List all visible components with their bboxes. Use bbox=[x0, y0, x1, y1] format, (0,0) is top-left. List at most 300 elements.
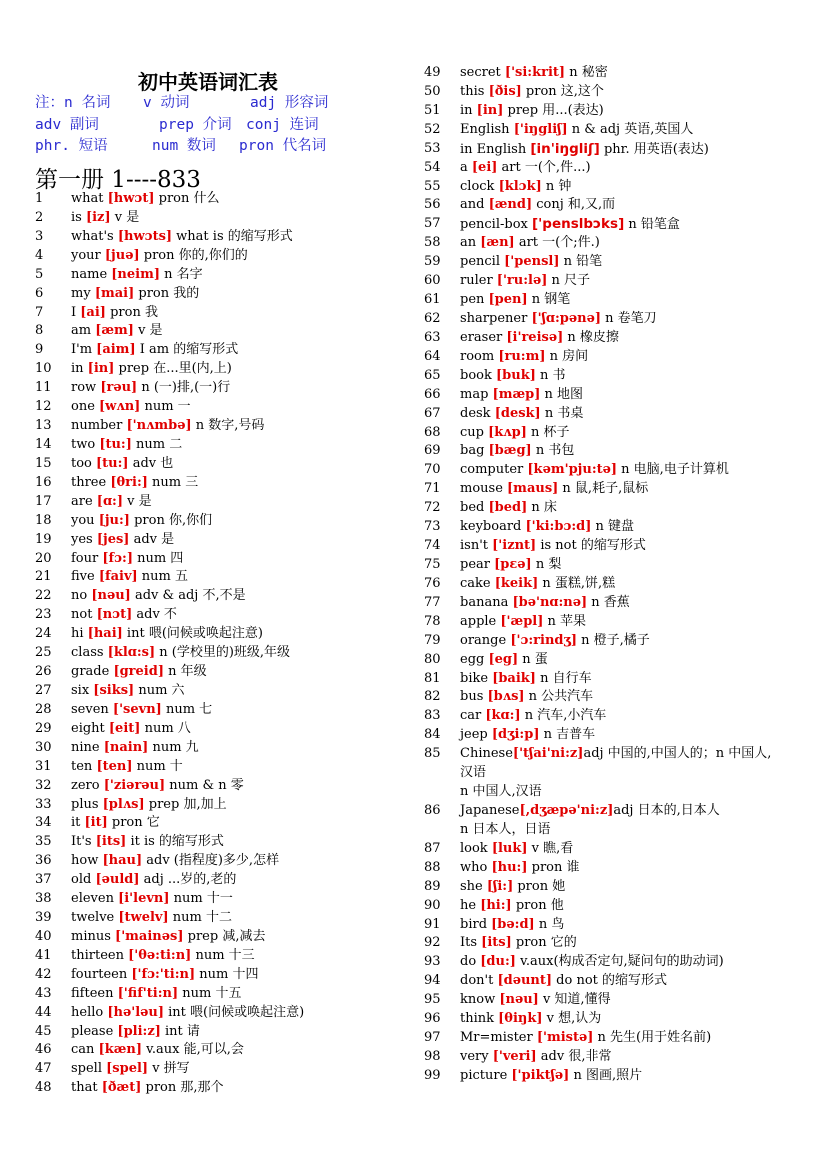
legend-item: 注：n 名词 bbox=[35, 95, 111, 111]
entry-definition: v 是 bbox=[133, 323, 163, 339]
vocab-entry bbox=[424, 499, 804, 518]
entry-text bbox=[71, 322, 163, 341]
entry-definition: n 房间 bbox=[545, 348, 589, 364]
entry-text bbox=[71, 890, 233, 909]
entry-number: 89 bbox=[424, 878, 441, 894]
entry-text bbox=[71, 266, 203, 285]
vocab-entry bbox=[424, 424, 804, 443]
entry-word: five bbox=[71, 569, 99, 585]
entry-phonetic: [ðis] bbox=[488, 83, 522, 99]
vocab-entry bbox=[35, 644, 405, 663]
vocab-entry bbox=[35, 436, 405, 455]
vocab-entry bbox=[35, 701, 405, 720]
vocab-entry bbox=[424, 1029, 804, 1048]
legend-row bbox=[35, 136, 355, 158]
entry-definition: n 铅笔盒 bbox=[624, 217, 680, 233]
entry-definition: it is 的缩写形式 bbox=[126, 834, 224, 850]
entry-definition: n 钟 bbox=[541, 178, 572, 194]
vocab-entry bbox=[35, 682, 405, 701]
legend-item: v 动词 bbox=[143, 95, 190, 111]
entry-phonetic: [jes] bbox=[96, 531, 130, 547]
entry-word: your bbox=[71, 247, 105, 263]
entry-word: know bbox=[460, 992, 500, 1008]
entry-definition: v 瞧,看 bbox=[527, 840, 574, 856]
vocab-entry bbox=[424, 272, 804, 291]
entry-phonetic: [neim] bbox=[111, 266, 160, 282]
entry-word: an bbox=[460, 235, 481, 251]
entry-phonetic: [bə:d] bbox=[491, 916, 535, 932]
entry-number: 38 bbox=[35, 891, 52, 907]
entry-definition: n 书桌 bbox=[540, 405, 584, 421]
entry-text bbox=[71, 928, 265, 947]
entry-number: 98 bbox=[424, 1049, 441, 1065]
vocab-entry bbox=[35, 190, 405, 209]
entry-definition: v 是 bbox=[123, 493, 152, 509]
entry-phonetic: [baik] bbox=[492, 670, 536, 686]
entry-text bbox=[71, 531, 174, 550]
entry-number: 33 bbox=[35, 796, 52, 812]
entry-phonetic: [hwɔts] bbox=[117, 228, 173, 244]
entry-phonetic: [mai] bbox=[94, 285, 135, 301]
entry-definition: n 梨 bbox=[531, 556, 562, 572]
entry-number: 70 bbox=[424, 462, 441, 478]
entry-phonetic: [pen] bbox=[488, 292, 528, 308]
entry-text bbox=[460, 367, 566, 386]
entry-phonetic: [ru:m] bbox=[498, 348, 546, 364]
entry-word: pencil-box bbox=[460, 217, 532, 233]
legend-item: pron 代名词 bbox=[239, 138, 327, 154]
entry-definition: adv & adj 不,不是 bbox=[130, 588, 246, 604]
vocab-entry bbox=[35, 947, 405, 966]
entry-number: 24 bbox=[35, 626, 52, 642]
entry-phonetic: [nəu] bbox=[91, 588, 131, 604]
entry-number: 63 bbox=[424, 329, 441, 345]
entry-number: 13 bbox=[35, 418, 52, 434]
entry-definition: pron 什么 bbox=[154, 191, 220, 206]
entry-phonetic: [plʌs] bbox=[102, 796, 145, 812]
entry-phonetic: [nain] bbox=[103, 739, 149, 755]
entry-phonetic: [klɔk] bbox=[498, 178, 542, 194]
vocab-entry bbox=[35, 1023, 405, 1042]
vocab-entry bbox=[424, 726, 804, 745]
entry-word: old bbox=[71, 872, 96, 888]
entry-number: 35 bbox=[35, 834, 52, 850]
entry-definition: v 是 bbox=[110, 209, 140, 225]
vocab-entry bbox=[424, 651, 804, 670]
legend-item: adv 副词 bbox=[35, 116, 99, 133]
entry-definition: num 十三 bbox=[191, 947, 255, 963]
entry-word: picture bbox=[460, 1067, 512, 1083]
entry-number: 45 bbox=[35, 1023, 52, 1039]
entry-word: he bbox=[460, 897, 481, 913]
entry-definition: adv (指程度)多少,怎样 bbox=[142, 853, 280, 869]
entry-definition: num 七 bbox=[161, 701, 213, 717]
entry-word: cake bbox=[460, 575, 495, 591]
entry-text bbox=[71, 247, 248, 266]
entry-number: 18 bbox=[35, 512, 52, 528]
entry-word: is bbox=[71, 209, 86, 225]
entry-phonetic: ['mistə] bbox=[536, 1030, 594, 1046]
legend-item: phr. 短语 bbox=[35, 138, 108, 154]
entry-number: 83 bbox=[424, 708, 441, 724]
entry-text bbox=[460, 140, 709, 160]
entry-text bbox=[71, 871, 236, 890]
vocab-entry bbox=[35, 852, 405, 871]
entry-number: 12 bbox=[35, 399, 52, 415]
vocab-entry bbox=[35, 871, 405, 890]
entry-number: 32 bbox=[35, 777, 52, 793]
entry-number: 54 bbox=[424, 159, 441, 175]
entry-text bbox=[460, 688, 593, 707]
entry-definition: is not 的缩写形式 bbox=[536, 538, 646, 554]
entry-word: row bbox=[71, 380, 101, 396]
entry-phonetic: ['ɔ:rindʒ] bbox=[510, 632, 578, 648]
entry-word: hi bbox=[71, 626, 88, 642]
entry-text bbox=[460, 159, 591, 178]
vocab-entry bbox=[424, 329, 804, 348]
entry-phonetic: [hə'ləu] bbox=[107, 1004, 165, 1020]
entry-number: 48 bbox=[35, 1080, 52, 1096]
entry-phonetic: [ten] bbox=[96, 758, 133, 774]
vocab-entry bbox=[35, 833, 405, 852]
entry-definition: prep 加,加上 bbox=[144, 796, 227, 812]
section-heading: 第一册 1----833 bbox=[35, 167, 201, 193]
entry-definition: adv 也 bbox=[128, 455, 174, 471]
entry-text bbox=[460, 575, 615, 594]
entry-definition: art 一(个;件.) bbox=[514, 235, 600, 251]
entry-number: 56 bbox=[424, 197, 441, 213]
entry-definition: pron 它 bbox=[107, 815, 160, 831]
entry-text bbox=[460, 1048, 611, 1067]
entry-word: computer bbox=[460, 462, 528, 478]
entry-text bbox=[460, 424, 569, 443]
entry-word: six bbox=[71, 682, 94, 698]
entry-definition: num 六 bbox=[134, 682, 185, 698]
entry-phonetic: [maus] bbox=[507, 481, 559, 497]
entry-definition: num 二 bbox=[131, 436, 183, 452]
page-title: 初中英语词汇表 bbox=[138, 70, 278, 94]
entry-text bbox=[71, 512, 212, 531]
entry-phonetic: [hi:] bbox=[480, 897, 512, 913]
entry-text bbox=[460, 442, 574, 461]
entry-number: 76 bbox=[424, 575, 441, 591]
entry-word: too bbox=[71, 455, 97, 471]
entry-number: 69 bbox=[424, 443, 441, 459]
entry-definition: int 喂(问候或唤起注意) bbox=[122, 626, 263, 642]
entry-definition: conj 和,又,而 bbox=[532, 197, 616, 213]
vocab-entry bbox=[424, 707, 804, 726]
vocab-entry bbox=[424, 575, 804, 594]
entry-word: banana bbox=[460, 594, 513, 610]
entry-phonetic: ['piktʃə] bbox=[511, 1067, 570, 1083]
vocab-entry bbox=[424, 367, 804, 386]
entry-number: 41 bbox=[35, 947, 52, 963]
entry-word: zero bbox=[71, 777, 104, 793]
vocab-entry bbox=[424, 859, 804, 878]
entry-phonetic: [fɔ:] bbox=[102, 550, 133, 566]
entry-phonetic: ['si:krit] bbox=[504, 65, 566, 80]
vocab-entry bbox=[424, 537, 804, 556]
entry-number: 17 bbox=[35, 493, 52, 509]
entry-text bbox=[460, 234, 600, 253]
entry-number: 4 bbox=[35, 247, 44, 263]
entry-number: 20 bbox=[35, 550, 52, 566]
vocab-entry bbox=[35, 777, 405, 796]
legend-item: prep 介词 bbox=[159, 116, 232, 133]
vocab-entry bbox=[424, 83, 804, 102]
vocab-entry bbox=[35, 606, 405, 625]
entry-definition: n 钢笔 bbox=[527, 292, 571, 308]
vocab-entry bbox=[35, 247, 405, 266]
entry-definition: adj 中国的,中国人的；n 中国人, bbox=[583, 746, 772, 762]
entry-text bbox=[71, 985, 241, 1004]
vocab-entry bbox=[35, 568, 405, 587]
entry-text bbox=[460, 272, 590, 291]
entry-definition: what is 的缩写形式 bbox=[172, 228, 293, 244]
entry-number: 6 bbox=[35, 285, 44, 301]
entry-word: seven bbox=[71, 701, 113, 717]
entry-definition: n 自行车 bbox=[535, 670, 592, 686]
entry-definition: adv 不 bbox=[132, 607, 177, 623]
entry-word: minus bbox=[71, 928, 116, 944]
entry-definition: adj 日本的,日本人 bbox=[613, 803, 720, 818]
entry-word: room bbox=[460, 348, 499, 364]
entry-number: 82 bbox=[424, 689, 441, 705]
entry-phonetic: [ei] bbox=[471, 159, 498, 175]
entry-text bbox=[460, 934, 577, 953]
entry-number: 42 bbox=[35, 966, 52, 982]
entry-number: 26 bbox=[35, 664, 52, 680]
entry-word: hello bbox=[71, 1004, 108, 1020]
entry-word: map bbox=[460, 386, 493, 402]
vocab-entry bbox=[424, 934, 804, 953]
entry-number: 19 bbox=[35, 531, 52, 547]
entry-number: 7 bbox=[35, 304, 44, 320]
vocab-entry bbox=[35, 341, 405, 360]
entry-phonetic: [rəu] bbox=[100, 380, 138, 396]
entry-phonetic: [kʌp] bbox=[488, 424, 527, 440]
entry-number: 23 bbox=[35, 607, 52, 623]
vocab-entry bbox=[424, 991, 804, 1010]
entry-phonetic: [juə] bbox=[104, 247, 140, 263]
entry-definition: num 九 bbox=[148, 739, 199, 755]
entry-word: bike bbox=[460, 670, 493, 686]
entry-text bbox=[71, 1079, 224, 1098]
entry-word: nine bbox=[71, 739, 104, 755]
entry-definition: pron 你,你们 bbox=[129, 512, 213, 528]
entry-word: one bbox=[71, 399, 100, 415]
vocab-entry bbox=[35, 474, 405, 493]
entry-number: 97 bbox=[424, 1030, 441, 1046]
entry-definition: v 知道,懂得 bbox=[538, 992, 611, 1008]
entry-line bbox=[460, 802, 804, 821]
vocab-entry bbox=[35, 1041, 405, 1060]
entry-word: that bbox=[71, 1080, 102, 1096]
entry-word: bag bbox=[460, 443, 489, 459]
entry-number: 11 bbox=[35, 380, 52, 396]
entry-phonetic: [bæg] bbox=[488, 443, 532, 459]
entry-word: pen bbox=[460, 292, 489, 308]
vocab-entry bbox=[424, 140, 804, 159]
entry-phonetic: [ʃi:] bbox=[486, 878, 514, 894]
entry-number: 60 bbox=[424, 273, 441, 289]
entry-phonetic: [tu:] bbox=[99, 436, 132, 452]
vocab-entry bbox=[35, 909, 405, 928]
entry-text bbox=[460, 594, 630, 613]
entry-text bbox=[460, 651, 548, 670]
entry-definition: pron 那,那个 bbox=[141, 1080, 224, 1096]
entry-definition: num 八 bbox=[140, 720, 191, 736]
entry-phonetic: ['nʌmbə] bbox=[126, 418, 192, 434]
entry-text bbox=[460, 556, 561, 575]
entry-phonetic: [hwɔt] bbox=[107, 191, 155, 206]
vocab-entry bbox=[35, 455, 405, 474]
entry-continuation: n 日本人，日语 bbox=[460, 821, 551, 837]
entry-text bbox=[460, 253, 602, 272]
entry-text bbox=[460, 64, 608, 83]
entry-definition: prep 减,减去 bbox=[183, 928, 266, 944]
entry-text bbox=[424, 802, 804, 840]
vocab-entry bbox=[424, 291, 804, 310]
entry-word: think bbox=[460, 1011, 499, 1027]
vocab-entry bbox=[35, 398, 405, 417]
entry-text bbox=[71, 436, 182, 455]
entry-word: car bbox=[460, 708, 486, 724]
entry-word: yes bbox=[71, 531, 97, 547]
entry-text bbox=[71, 682, 185, 701]
entry-phonetic: [it] bbox=[84, 815, 108, 831]
entry-phonetic: ['iznt] bbox=[492, 538, 537, 554]
entry-text bbox=[460, 878, 565, 897]
entry-text bbox=[71, 796, 227, 815]
entry-number: 50 bbox=[424, 83, 441, 99]
entry-definition: n 铅笔 bbox=[559, 254, 603, 270]
entry-word: very bbox=[460, 1049, 493, 1065]
entry-word: pencil bbox=[460, 254, 505, 270]
entry-word: are bbox=[71, 493, 97, 509]
entry-definition: num 一 bbox=[140, 399, 191, 415]
entry-number: 16 bbox=[35, 474, 52, 490]
entry-number: 91 bbox=[424, 916, 441, 932]
entry-word: cup bbox=[460, 424, 489, 440]
entry-number: 88 bbox=[424, 859, 441, 875]
entry-text bbox=[71, 285, 199, 304]
vocab-entry bbox=[35, 985, 405, 1004]
vocab-entry bbox=[424, 594, 804, 613]
entry-number: 99 bbox=[424, 1067, 441, 1083]
entry-definition: num 十 bbox=[132, 758, 183, 774]
entry-word: please bbox=[71, 1023, 118, 1039]
entry-definition: n 名字 bbox=[160, 266, 203, 282]
entry-number: 44 bbox=[35, 1004, 52, 1020]
entry-phonetic: ['mainəs] bbox=[115, 928, 184, 944]
vocab-entry bbox=[424, 518, 804, 537]
entry-number: 71 bbox=[424, 481, 441, 497]
entry-number: 79 bbox=[424, 632, 441, 648]
entry-text bbox=[460, 480, 648, 499]
entry-word: name bbox=[71, 266, 112, 282]
entry-number: 8 bbox=[35, 323, 44, 339]
entry-phonetic: [greid] bbox=[113, 664, 164, 680]
entry-definition: pron 她 bbox=[513, 878, 566, 894]
entry-text bbox=[460, 991, 611, 1010]
entry-text bbox=[71, 190, 220, 209]
entry-phonetic: [əuld] bbox=[95, 872, 140, 888]
entry-definition: n 蛋 bbox=[518, 651, 548, 667]
entry-phonetic: [bʌs] bbox=[487, 689, 525, 705]
entry-word: class bbox=[71, 645, 108, 661]
entry-number: 9 bbox=[35, 342, 44, 358]
entry-text bbox=[460, 291, 570, 310]
entry-phonetic: ['pensl] bbox=[504, 254, 560, 270]
vocab-entry bbox=[424, 178, 804, 197]
entry-word: fourteen bbox=[71, 966, 132, 982]
entry-word: four bbox=[71, 550, 103, 566]
entry-definition: n 杯子 bbox=[526, 424, 570, 440]
entry-word: and bbox=[460, 197, 489, 213]
entry-number: 2 bbox=[35, 209, 44, 225]
entry-definition: do not 的缩写形式 bbox=[552, 973, 668, 989]
vocab-entry bbox=[35, 758, 405, 777]
vocab-entry bbox=[424, 916, 804, 935]
entry-phonetic: ['iŋgliʃ] bbox=[513, 121, 568, 137]
entry-text bbox=[460, 859, 580, 878]
entry-number: 87 bbox=[424, 840, 441, 856]
entry-text bbox=[460, 329, 619, 348]
entry-phonetic: [iz] bbox=[85, 209, 111, 225]
entry-phonetic: [pɛə] bbox=[494, 556, 532, 572]
entry-phonetic: [ai] bbox=[80, 304, 106, 320]
entry-text bbox=[71, 625, 263, 644]
vocab-entry bbox=[424, 405, 804, 424]
entry-text bbox=[460, 1067, 642, 1086]
entry-text bbox=[460, 840, 573, 859]
entry-text bbox=[460, 178, 571, 197]
entry-phonetic: [spel] bbox=[106, 1061, 149, 1077]
entry-definition: I am 的缩写形式 bbox=[135, 342, 239, 358]
entry-word: Chinese bbox=[460, 746, 513, 762]
entry-definition: art 一(个,件...) bbox=[497, 159, 591, 175]
entry-phonetic: [pli:z] bbox=[117, 1023, 161, 1039]
entry-word: Its bbox=[460, 935, 482, 951]
entry-text bbox=[71, 341, 238, 360]
entry-number: 3 bbox=[35, 228, 44, 244]
vocab-entry bbox=[424, 1067, 804, 1086]
vocab-entry bbox=[35, 928, 405, 947]
entry-number: 31 bbox=[35, 758, 52, 774]
vocab-entry bbox=[424, 1048, 804, 1067]
entry-phonetic: [ænd] bbox=[488, 197, 533, 213]
entry-phonetic: [its] bbox=[95, 834, 127, 850]
entry-number: 92 bbox=[424, 935, 441, 951]
vocab-entry bbox=[35, 512, 405, 531]
entry-text bbox=[460, 916, 564, 935]
entry-number: 47 bbox=[35, 1061, 52, 1077]
entry-word: I bbox=[71, 304, 81, 320]
entry-definition: num 四 bbox=[132, 550, 184, 566]
entry-number: 65 bbox=[424, 367, 441, 383]
vocab-entry bbox=[35, 1079, 405, 1098]
entry-phonetic: [kɑ:] bbox=[485, 708, 521, 724]
entry-text bbox=[71, 644, 290, 663]
entry-definition: pron 他 bbox=[511, 897, 564, 913]
entry-text bbox=[71, 814, 160, 833]
entry-number: 67 bbox=[424, 405, 441, 421]
entry-word: orange bbox=[460, 632, 511, 648]
vocab-entry bbox=[424, 953, 804, 972]
entry-number: 66 bbox=[424, 386, 441, 402]
entry-word: pear bbox=[460, 556, 495, 572]
